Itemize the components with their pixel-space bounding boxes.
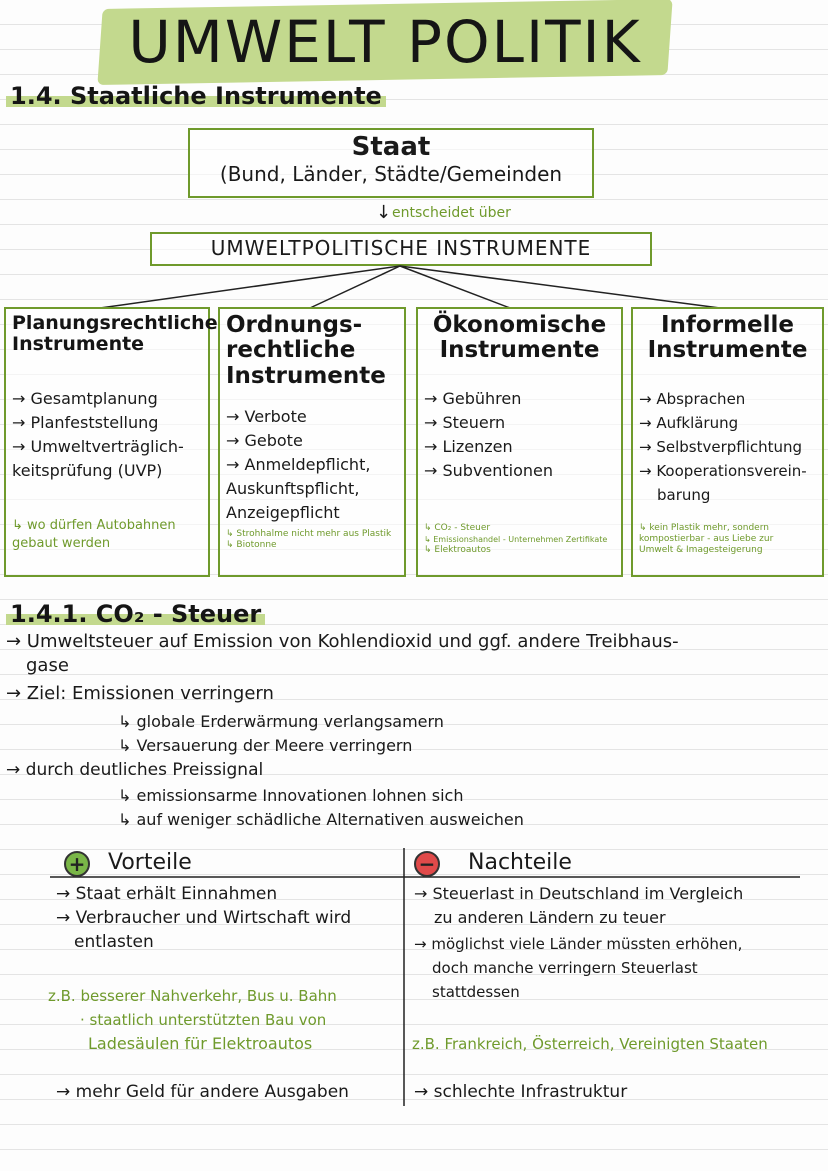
category-oekonomisch [416, 307, 623, 577]
staat-title: Staat [351, 132, 431, 162]
category-ordnungsrechtlich [218, 307, 406, 577]
co2-line: ↳ globale Erderwärmung verlangsamern [118, 712, 444, 731]
category-note: ↳ Elektroautos [424, 545, 491, 555]
category-note: ↳ wo dürfen Autobahnen gebaut werden [12, 518, 176, 551]
category-item: → Gebote [226, 431, 303, 450]
category-item: Anzeigepflicht [226, 503, 340, 522]
staat-subtitle: (Bund, Länder, Städte/Gemeinden [219, 162, 563, 186]
nachteil-item: zu anderen Ländern zu teuer [434, 908, 666, 927]
category-item: keitsprüfung (UVP) [12, 461, 163, 480]
co2-line: → Ziel: Emissionen verringern [6, 683, 274, 704]
category-item: → Absprachen [639, 390, 746, 408]
co2-line: → Umweltsteuer auf Emission von Kohlendioxid und ggf. andere Treibhaus- [6, 631, 679, 652]
nachteile-title: Nachteile [468, 850, 572, 875]
category-title: Ordnungs- rechtliche Instrumente [226, 312, 386, 389]
nachteil-item: → schlechte Infrastruktur [414, 1082, 628, 1102]
category-note: ↳ Biotonne [226, 540, 277, 550]
section-heading-1-4-1: 1.4.1. CO₂ - Steuer [6, 600, 265, 628]
category-item: → Anmeldepflicht, [226, 455, 371, 474]
co2-line: → durch deutliches Preissignal [6, 760, 264, 780]
vorteil-item: → Staat erhält Einnahmen [56, 884, 278, 904]
nachteil-item: → möglichst viele Länder müssten erhöhen, [414, 935, 743, 953]
vorteil-item: entlasten [74, 932, 154, 952]
plus-icon: + [64, 851, 90, 877]
category-item: → Steuern [424, 413, 506, 432]
category-item: → Subventionen [424, 461, 554, 480]
nachteil-note: z.B. Frankreich, Österreich, Vereinigten Staaten [412, 1035, 768, 1053]
category-item: → Aufklärung [639, 414, 739, 432]
staat-box [188, 128, 594, 198]
entscheidet-label: entscheidet über [392, 205, 511, 221]
pros-cons-grid [0, 840, 828, 1110]
category-item: → Gebühren [424, 389, 522, 408]
nachteil-item: → Steuerlast in Deutschland im Vergleich [414, 884, 744, 903]
category-item: → Kooperationsverein- [639, 462, 807, 480]
category-item: → Umweltverträglich- [12, 437, 184, 456]
vorteile-title: Vorteile [108, 850, 192, 875]
category-planungsrechtlich [4, 307, 218, 577]
vorteil-note: z.B. besserer Nahverkehr, Bus u. Bahn [48, 987, 337, 1005]
instrumente-box: UMWELTPOLITISCHE INSTRUMENTE [150, 232, 652, 266]
co2-line: ↳ Versauerung der Meere verringern [118, 736, 413, 755]
category-item: → Lizenzen [424, 437, 513, 456]
category-title: Ökonomische Instrumente [432, 312, 607, 364]
vorteil-item: → mehr Geld für andere Ausgaben [56, 1082, 349, 1102]
category-item: → Gesamtplanung [12, 389, 158, 408]
category-title: Informelle Instrumente [647, 312, 808, 364]
co2-line: ↳ auf weniger schädliche Alternativen ausweichen [118, 810, 524, 829]
category-item: → Planfeststellung [12, 413, 159, 432]
category-title: Planungsrechtliche Instrumente [12, 312, 218, 355]
category-note: ↳ kein Plastik mehr, sondern kompostierbar - aus Liebe zur Umwelt & Imagesteigerung [639, 523, 774, 555]
vorteil-note: Ladesäulen für Elektroautos [88, 1034, 313, 1053]
category-item: barung [657, 486, 711, 504]
co2-line: ↳ emissionsarme Innovationen lohnen sich [118, 786, 464, 805]
category-note: ↳ CO₂ - Steuer [424, 523, 491, 533]
co2-line: gase [26, 655, 69, 676]
category-item: → Selbstverpflichtung [639, 438, 803, 456]
connector-lines [0, 264, 828, 310]
page-title: UMWELT POLITIK [128, 8, 642, 76]
category-informell [631, 307, 824, 577]
minus-icon: − [414, 851, 440, 877]
nachteil-item: stattdessen [432, 983, 520, 1001]
down-arrow-icon: ↓ [376, 202, 392, 223]
vorteil-item: → Verbraucher und Wirtschaft wird [56, 908, 352, 928]
nachteil-item: doch manche verringern Steuerlast [432, 959, 698, 977]
category-note: ↳ Emissionshandel - Unternehmen Zertifikate [424, 535, 608, 544]
section-heading-1-4: 1.4. Staatliche Instrumente [6, 82, 386, 110]
vorteil-note: · staatlich unterstützten Bau von [80, 1011, 327, 1029]
category-item: → Verbote [226, 407, 307, 426]
category-note: ↳ Strohhalme nicht mehr aus Plastik [226, 529, 392, 539]
category-item: Auskunftspflicht, [226, 479, 360, 498]
